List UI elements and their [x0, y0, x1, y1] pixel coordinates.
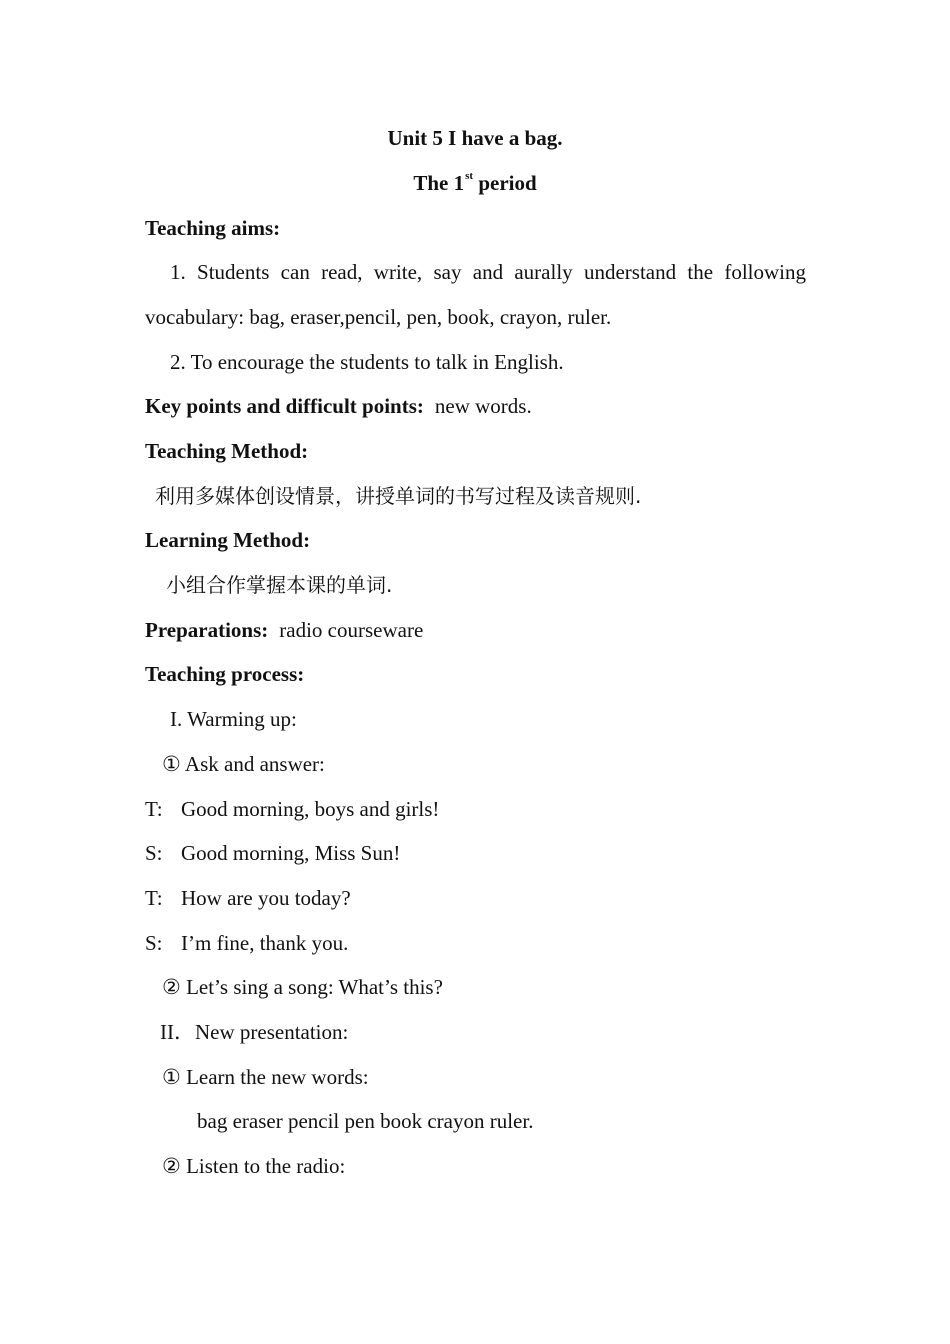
learning-method-text: 小组合作掌握本课的单词. [166, 573, 393, 597]
aim-item-2: 2. To encourage the students to talk in English. [170, 350, 564, 374]
teaching-process-heading: Teaching process: [145, 662, 305, 686]
step-listen-to-radio: ② Listen to the radio: [162, 1154, 346, 1178]
section-warming-up: I. Warming up: [170, 707, 297, 731]
key-points-row [145, 396, 532, 417]
new-words-list: bag eraser pencil pen book crayon ruler. [197, 1109, 534, 1133]
step-sing-a-song: ② Let’s sing a song: What’s this? [162, 975, 443, 999]
dialogue-text: Good morning, boys and girls! [181, 797, 440, 821]
dialogue-line [145, 933, 348, 954]
preparations-label: Preparations: [145, 618, 269, 642]
key-points-value: new words. [434, 394, 532, 418]
document-title: Unit 5 I have a bag. [387, 126, 563, 150]
preparations-row [145, 620, 423, 641]
teaching-aims-heading: Teaching aims: [145, 216, 281, 240]
dialogue-speaker: S: [145, 841, 163, 865]
dialogue-line [145, 799, 439, 820]
aim-item-1-line-1: 1. Students can read, write, say and aurally understand the following [170, 260, 806, 284]
dialogue-speaker: S: [145, 931, 163, 955]
preparations-value: radio courseware [279, 618, 424, 642]
period-suffix: period [473, 171, 537, 195]
aim-item-1-line-2: vocabulary: bag, eraser,pencil, pen, book, crayon, ruler. [145, 305, 612, 329]
dialogue-speaker: T: [145, 797, 163, 821]
dialogue-text: I’m fine, thank you. [181, 931, 349, 955]
dialogue-line [145, 888, 351, 909]
teaching-method-text: 利用多媒体创设情景，讲授单词的书写过程及读音规则. [155, 484, 642, 508]
period-prefix: The 1 [413, 171, 465, 195]
dialogue-speaker: T: [145, 886, 163, 910]
section-new-presentation: II．New presentation: [160, 1020, 349, 1044]
step-learn-new-words: ① Learn the new words: [162, 1065, 369, 1089]
teaching-method-heading: Teaching Method: [145, 439, 309, 463]
learning-method-heading: Learning Method: [145, 528, 311, 552]
step-ask-and-answer: ① Ask and answer: [162, 752, 325, 776]
key-points-label: Key points and difficult points: [145, 394, 424, 418]
dialogue-line [145, 843, 400, 864]
dialogue-text: Good morning, Miss Sun! [181, 841, 401, 865]
period-ordinal-suffix: st [465, 170, 474, 182]
dialogue-text: How are you today? [181, 886, 351, 910]
period-heading [0, 170, 950, 195]
